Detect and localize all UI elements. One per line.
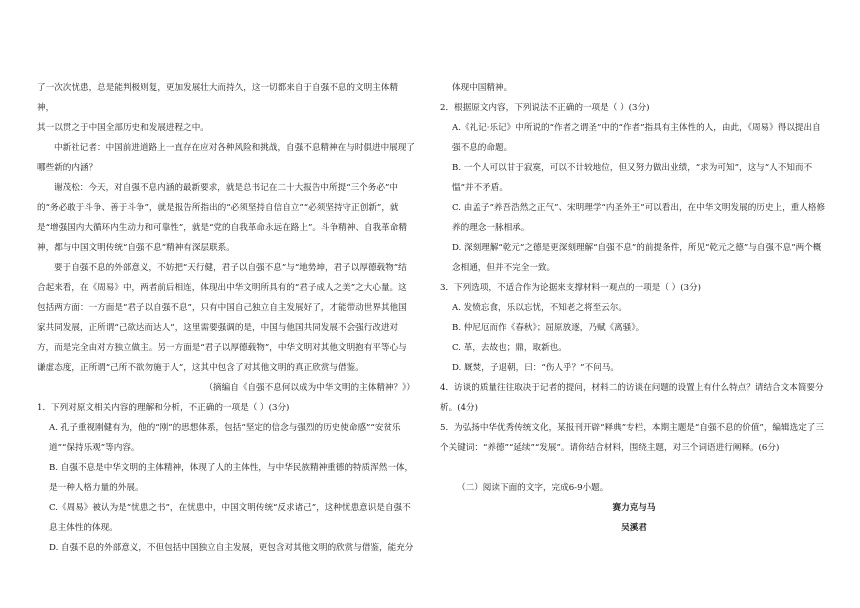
question-3-option-c: C. 革，去故也；鼎，取新也。 xyxy=(452,343,567,353)
right-column xyxy=(440,78,828,538)
question-3-option-b: B. 仲尼厄而作《春秋》；屈原放逐，乃赋《离骚》。 xyxy=(452,323,645,333)
question-1-option-a: A. 孔子重视刚健有为，他的“刚”的思想体系，包括“坚定的信念与强烈的历史使命感”“安贫乐道”“保持乐观”等内容。 xyxy=(49,423,401,453)
interview-answer-1: 谢茂松：今天，对自强不息内涵的最新要求，就是总书记在二十大报告中所提“三个务必”中的“务必敢于斗争、善于斗争”，就是报告所指出的“必须坚持自信自立”“必须坚持守正创新”，就是“增强国内大循环内生动力和可靠性”，就是“党的自我革命永远在路上”。斗争精神、自我革命精神，都与中国文明传统“自强不息”精神有深层联系。 xyxy=(37,183,407,253)
passage-paragraph-1b: 其一以贯之于中国全部历史和发展进程之中。 xyxy=(37,123,209,133)
interview-answer-2: 要于自强不息的外部意义，不妨把“天行健，君子以自强不息”与“地势坤，君子以厚德载物”结合起来看，在《周易》中，两者前后相连，体现出中华文明所具有的“君子成人之美”之大心量。这包括两方面：一方面是“君子以自强不息”，只有中国自己独立自主发展好了，才能带动世界其他国家共同发展，正所谓“己欲达而达人”，这里需要强调的是，中国与他国共同发展不会强行改进对方，而是完全由对方独立做主。另一方面是“君子以厚德载物”，中华文明对其他文明抱有平等心与谦虚态度，正所谓“己所不欲勿施于人”，这其中包含了对其他文明的真正欣赏与借鉴。 xyxy=(37,263,407,373)
question-2: 2．根据原文内容，下列说法不正确的一项是（ ）(3分) xyxy=(440,103,650,113)
question-1-option-b: B. 自强不息是中华文明的主体精神，体现了人的主体性，与中华民族精神重德的特质浑然一体，是一种人格力量的外展。 xyxy=(49,463,414,493)
section-spacer xyxy=(440,458,828,478)
question-5: 5．为弘扬中华优秀传统文化，某报刊开辟“释典”专栏，本期主题是“自强不息的价值”，编辑选定了三个关键词：“养德”“延续”“发展”。请你结合材料，围绕主题，对三个词语进行阐释。(6分) xyxy=(440,423,824,453)
question-1-option-d-continued: 体现中国精神。 xyxy=(452,83,513,93)
source-citation: （摘编自《自强不息何以成为中华文明的主体精神？》） xyxy=(204,383,415,393)
section-2-heading: （二）阅读下面的文字，完成6-9小题。 xyxy=(457,483,609,493)
question-2-option-c: C. 由孟子“养吾浩然之正气”、宋明理学“内圣外王”可以看出，在中华文明发展的历史上，重人格修养的理念一脉相承。 xyxy=(452,203,826,233)
question-2-option-d: D. 深刻理解“乾元”之德是更深刻理解“自强不息”的前提条件，所见“乾元之德”与自强不息”两个概念相通，但并不完全一致。 xyxy=(452,243,822,273)
question-4: 4．访谈的质量往往取决于记者的提问，材料二的访谈在问题的设置上有什么特点？请结合文本简要分析。(4分) xyxy=(440,383,824,413)
question-3-option-d: D. 厩焚，子退朝，曰：“伤人乎？”不问马。 xyxy=(452,363,619,373)
question-1-option-c: C.《周易》被认为是“忧患之书”，在忧患中，中国文明传统“反求诸己”，这种忧患意识是自强不息主体性的体现。 xyxy=(49,503,411,533)
question-3: 3．下列选项，不适合作为论据来支撑材料一观点的一项是（ ）(3分) xyxy=(440,283,701,293)
question-2-option-b: B. 一个人可以甘于寂寞，可以不计较地位，但又努力做出业绩，“求为可知”，这与“人不知而不愠”并不矛盾。 xyxy=(452,163,813,193)
question-2-option-a: A.《礼记·乐记》中所说的“作者之谓圣”中的“作者”指具有主体性的人，由此，《周易》得以提出自强不息的命题。 xyxy=(452,123,821,153)
passage-paragraph-1a: 了一次次忧患，总是能判极则复，更加发展壮大而持久，这一切都来自于自强不息的文明主体精神， xyxy=(37,83,398,113)
left-column xyxy=(37,78,415,558)
interview-question: 中新社记者：中国前进道路上一直存在应对各种风险和挑战，自强不息精神在与时俱进中展现了哪些新的内涵？ xyxy=(37,143,415,173)
question-1: 1．下列对原文相关内容的理解和分析，不正确的一项是（ ）(3分) xyxy=(37,403,290,413)
story-title: 赛力克与马 xyxy=(612,503,656,513)
question-3-option-a: A. 发愤忘食，乐以忘忧，不知老之将至云尔。 xyxy=(452,303,627,313)
question-1-option-d: D. 自强不息的外部意义，不但包括中国独立自主发展，更包含对其他文明的欣赏与借鉴，能充分 xyxy=(49,543,414,553)
story-author: 吴溪君 xyxy=(621,523,647,533)
